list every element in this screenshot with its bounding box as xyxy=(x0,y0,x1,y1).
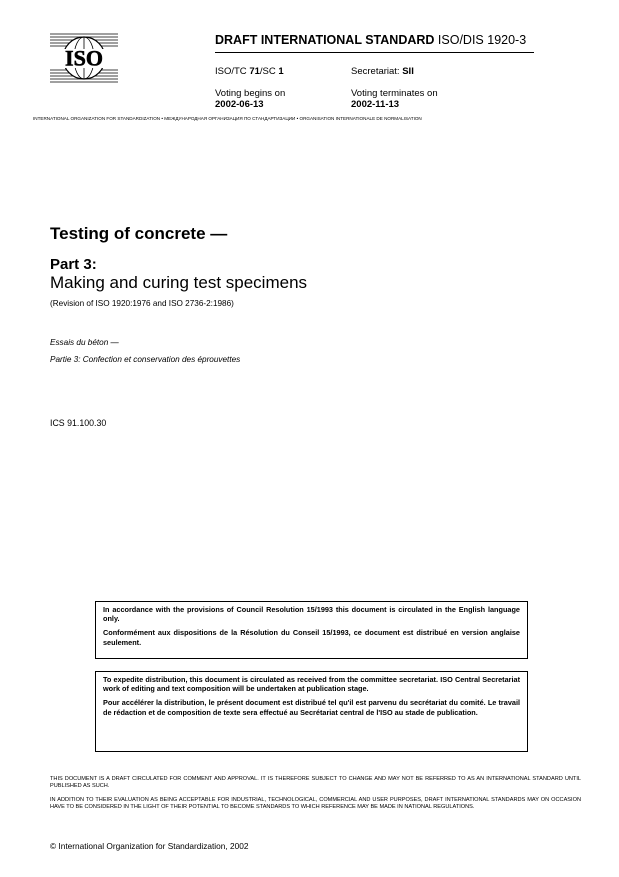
committee-ref: ISO/TC 71/SC 1 xyxy=(215,66,284,77)
document-title: Testing of concrete — xyxy=(50,224,228,243)
draft-standard-title xyxy=(215,33,526,47)
french-title-line2: Partie 3: Confection et conservation des éprouvettes xyxy=(50,355,241,364)
draft-disclaimer: THIS DOCUMENT IS A DRAFT CIRCULATED FOR COMMENT AND APPROVAL. IT IS THEREFORE SUBJECT TO CHANGE AND MAY NOT BE REFERRED TO AS AN INTERNATIONAL STANDARD UNTIL PUBLISHED AS SUCH. xyxy=(50,776,581,789)
distribution-notice-en: To expedite distribution, this document is circulated as received from the committee secretariat. ISO Central Secretariat work of editing and text composition will be undertaken at publication stage. xyxy=(103,675,520,694)
voting-ends-date: 2002-11-13 xyxy=(351,99,400,110)
header-divider xyxy=(215,52,534,53)
doc-number: ISO/DIS 1920-3 xyxy=(437,33,527,47)
secretariat: Secretariat: SII xyxy=(351,66,414,77)
language-notice-box xyxy=(95,601,528,659)
voting-begins-label: Voting begins on xyxy=(215,88,286,99)
iso-logo-text: ISO xyxy=(65,45,103,71)
copyright-notice: © International Organization for Standardization, 2002 xyxy=(50,841,249,851)
language-notice-fr: Conformément aux dispositions de la Résolution du Conseil 15/1993, ce document est distribué en version anglaise seulement. xyxy=(103,628,520,647)
voting-begins-date: 2002-06-13 xyxy=(215,99,264,110)
french-title-line1: Essais du béton — xyxy=(50,338,119,347)
distribution-notice-fr: Pour accélérer la distribution, le présent document est distribué tel qu'il est parvenu du secrétariat du comité. Le travail de rédaction et de composition de texte sera effectué au Secrétariat central de l'ISO au stade de publication. xyxy=(103,698,520,717)
language-notice-en: In accordance with the provisions of Council Resolution 15/1993 this document is circulated in the English language only. xyxy=(103,605,520,624)
revision-note: (Revision of ISO 1920:1976 and ISO 2736-2:1986) xyxy=(50,299,234,308)
evaluation-disclaimer: IN ADDITION TO THEIR EVALUATION AS BEING ACCEPTABLE FOR INDUSTRIAL, TECHNOLOGICAL, COMMERCIAL AND USER PURPOSES, DRAFT INTERNATIONAL STANDARDS MAY ON OCCASION HAVE TO BE CONSIDERED IN THE LIGHT OF THEIR POTENTIAL TO BECOME STANDARDS TO WHICH REFERENCE MAY BE MADE IN NATIONAL REGULATIONS. xyxy=(50,797,581,810)
organization-line: INTERNATIONAL ORGANIZATION FOR STANDARDIZATION • МЕЖДУНАРОДНАЯ ОРГАНИЗАЦИЯ ПО СТАНДАРТИЗАЦИИ • ORGANISATION INTERNATIONALE DE NORMALISATION xyxy=(33,116,422,121)
part-title: Making and curing test specimens xyxy=(50,273,308,292)
draft-label: DRAFT INTERNATIONAL STANDARD xyxy=(215,33,435,47)
voting-ends-label: Voting terminates on xyxy=(351,88,438,99)
ics-code: ICS 91.100.30 xyxy=(50,418,107,428)
iso-logo xyxy=(50,33,118,83)
part-number: Part 3: xyxy=(50,256,97,273)
distribution-notice-box xyxy=(95,671,528,752)
